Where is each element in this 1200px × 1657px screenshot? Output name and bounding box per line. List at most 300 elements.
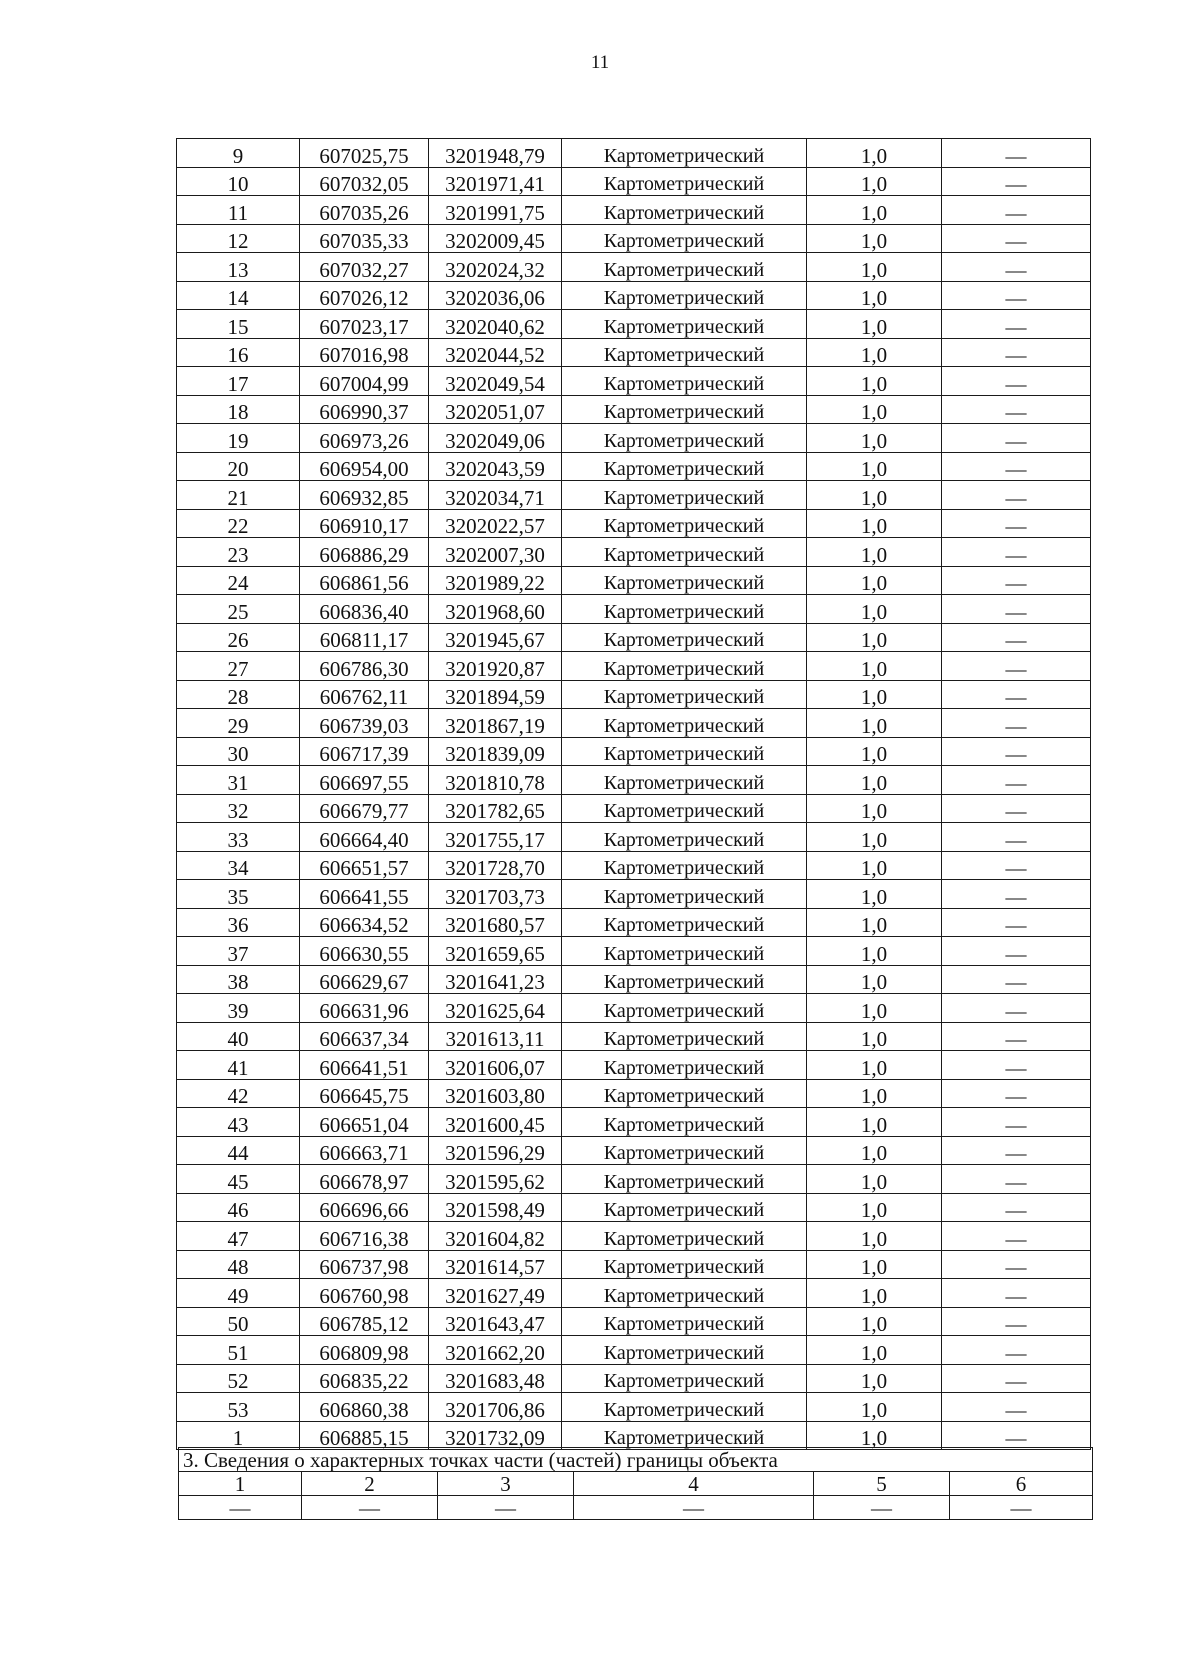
description-cell: — <box>942 766 1091 795</box>
y-coordinate-cell: 3201755,17 <box>429 823 562 852</box>
point-number-cell: 25 <box>177 595 300 624</box>
section3-empty-row <box>179 1496 1093 1520</box>
y-coordinate-cell: 3201991,75 <box>429 196 562 225</box>
accuracy-cell: 1,0 <box>807 595 942 624</box>
method-cell: Картометрический <box>562 680 807 709</box>
y-coordinate-cell: 3201920,87 <box>429 652 562 681</box>
table-row <box>177 1279 1091 1308</box>
point-number-cell: 19 <box>177 424 300 453</box>
x-coordinate-cell: 606637,34 <box>300 1022 429 1051</box>
x-coordinate-cell: 606696,66 <box>300 1193 429 1222</box>
table-row <box>177 880 1091 909</box>
description-cell: — <box>942 1250 1091 1279</box>
accuracy-cell: 1,0 <box>807 652 942 681</box>
accuracy-cell: 1,0 <box>807 224 942 253</box>
x-coordinate-cell: 607035,26 <box>300 196 429 225</box>
y-coordinate-cell: 3201728,70 <box>429 851 562 880</box>
x-coordinate-cell: 606651,57 <box>300 851 429 880</box>
accuracy-cell: 1,0 <box>807 196 942 225</box>
y-coordinate-cell: 3201595,62 <box>429 1165 562 1194</box>
description-cell: — <box>942 965 1091 994</box>
table-row <box>177 1222 1091 1251</box>
accuracy-cell: 1,0 <box>807 794 942 823</box>
x-coordinate-cell: 607026,12 <box>300 281 429 310</box>
method-cell: Картометрический <box>562 1421 807 1450</box>
table-row <box>177 794 1091 823</box>
method-cell: Картометрический <box>562 538 807 567</box>
table-row <box>177 1079 1091 1108</box>
description-cell: — <box>942 253 1091 282</box>
description-cell: — <box>942 880 1091 909</box>
table-row <box>177 1336 1091 1365</box>
point-number-cell: 42 <box>177 1079 300 1108</box>
table-row <box>177 1364 1091 1393</box>
y-coordinate-cell: 3201596,29 <box>429 1136 562 1165</box>
empty-cell: — <box>302 1496 438 1520</box>
x-coordinate-cell: 606697,55 <box>300 766 429 795</box>
method-cell: Картометрический <box>562 452 807 481</box>
method-cell: Картометрический <box>562 652 807 681</box>
method-cell: Картометрический <box>562 994 807 1023</box>
point-number-cell: 12 <box>177 224 300 253</box>
y-coordinate-cell: 3202044,52 <box>429 338 562 367</box>
table-row <box>177 823 1091 852</box>
point-number-cell: 49 <box>177 1279 300 1308</box>
accuracy-cell: 1,0 <box>807 1279 942 1308</box>
method-cell: Картометрический <box>562 1193 807 1222</box>
description-cell: — <box>942 310 1091 339</box>
description-cell: — <box>942 1279 1091 1308</box>
column-number-cell: 5 <box>814 1472 950 1496</box>
empty-cell: — <box>179 1496 302 1520</box>
y-coordinate-cell: 3201989,22 <box>429 566 562 595</box>
description-cell: — <box>942 424 1091 453</box>
method-cell: Картометрический <box>562 709 807 738</box>
point-number-cell: 40 <box>177 1022 300 1051</box>
point-number-cell: 53 <box>177 1393 300 1422</box>
empty-cell: — <box>814 1496 950 1520</box>
empty-cell: — <box>950 1496 1093 1520</box>
accuracy-cell: 1,0 <box>807 538 942 567</box>
x-coordinate-cell: 606885,15 <box>300 1421 429 1450</box>
method-cell: Картометрический <box>562 367 807 396</box>
table-row <box>177 1136 1091 1165</box>
method-cell: Картометрический <box>562 965 807 994</box>
method-cell: Картометрический <box>562 623 807 652</box>
description-cell: — <box>942 851 1091 880</box>
point-number-cell: 15 <box>177 310 300 339</box>
description-cell: — <box>942 167 1091 196</box>
method-cell: Картометрический <box>562 1022 807 1051</box>
description-cell: — <box>942 1393 1091 1422</box>
x-coordinate-cell: 606990,37 <box>300 395 429 424</box>
point-number-cell: 41 <box>177 1051 300 1080</box>
table-row <box>177 196 1091 225</box>
section3-title-row <box>179 1448 1093 1472</box>
y-coordinate-cell: 3201598,49 <box>429 1193 562 1222</box>
accuracy-cell: 1,0 <box>807 823 942 852</box>
point-number-cell: 39 <box>177 994 300 1023</box>
description-cell: — <box>942 224 1091 253</box>
point-number-cell: 46 <box>177 1193 300 1222</box>
table-row <box>177 1393 1091 1422</box>
point-number-cell: 29 <box>177 709 300 738</box>
accuracy-cell: 1,0 <box>807 937 942 966</box>
table-row <box>177 994 1091 1023</box>
x-coordinate-cell: 606737,98 <box>300 1250 429 1279</box>
column-number-cell: 4 <box>574 1472 814 1496</box>
column-number-cell: 3 <box>438 1472 574 1496</box>
description-cell: — <box>942 281 1091 310</box>
x-coordinate-cell: 606762,11 <box>300 680 429 709</box>
method-cell: Картометрический <box>562 224 807 253</box>
point-number-cell: 34 <box>177 851 300 880</box>
x-coordinate-cell: 606809,98 <box>300 1336 429 1365</box>
accuracy-cell: 1,0 <box>807 737 942 766</box>
column-number-cell: 2 <box>302 1472 438 1496</box>
table-row <box>177 281 1091 310</box>
accuracy-cell: 1,0 <box>807 680 942 709</box>
point-number-cell: 31 <box>177 766 300 795</box>
method-cell: Картометрический <box>562 880 807 909</box>
y-coordinate-cell: 3202040,62 <box>429 310 562 339</box>
y-coordinate-cell: 3201971,41 <box>429 167 562 196</box>
section3-table <box>178 1447 1093 1520</box>
y-coordinate-cell: 3201948,79 <box>429 139 562 168</box>
method-cell: Картометрический <box>562 1250 807 1279</box>
y-coordinate-cell: 3202034,71 <box>429 481 562 510</box>
description-cell: — <box>942 908 1091 937</box>
method-cell: Картометрический <box>562 395 807 424</box>
y-coordinate-cell: 3202022,57 <box>429 509 562 538</box>
accuracy-cell: 1,0 <box>807 253 942 282</box>
description-cell: — <box>942 452 1091 481</box>
x-coordinate-cell: 606641,51 <box>300 1051 429 1080</box>
method-cell: Картометрический <box>562 1051 807 1080</box>
description-cell: — <box>942 709 1091 738</box>
x-coordinate-cell: 606785,12 <box>300 1307 429 1336</box>
y-coordinate-cell: 3201604,82 <box>429 1222 562 1251</box>
description-cell: — <box>942 794 1091 823</box>
table-row <box>177 167 1091 196</box>
x-coordinate-cell: 607032,05 <box>300 167 429 196</box>
accuracy-cell: 1,0 <box>807 994 942 1023</box>
accuracy-cell: 1,0 <box>807 880 942 909</box>
table-row <box>177 937 1091 966</box>
x-coordinate-cell: 606679,77 <box>300 794 429 823</box>
table-row <box>177 737 1091 766</box>
method-cell: Картометрический <box>562 937 807 966</box>
x-coordinate-cell: 606678,97 <box>300 1165 429 1194</box>
y-coordinate-cell: 3201782,65 <box>429 794 562 823</box>
x-coordinate-cell: 606631,96 <box>300 994 429 1023</box>
point-number-cell: 51 <box>177 1336 300 1365</box>
method-cell: Картометрический <box>562 310 807 339</box>
y-coordinate-cell: 3201643,47 <box>429 1307 562 1336</box>
y-coordinate-cell: 3201625,64 <box>429 994 562 1023</box>
method-cell: Картометрический <box>562 1336 807 1365</box>
x-coordinate-cell: 606645,75 <box>300 1079 429 1108</box>
table-row <box>177 709 1091 738</box>
table-row <box>177 424 1091 453</box>
y-coordinate-cell: 3201945,67 <box>429 623 562 652</box>
table-row <box>177 395 1091 424</box>
x-coordinate-cell: 606835,22 <box>300 1364 429 1393</box>
method-cell: Картометрический <box>562 167 807 196</box>
method-cell: Картометрический <box>562 851 807 880</box>
accuracy-cell: 1,0 <box>807 1193 942 1222</box>
description-cell: — <box>942 538 1091 567</box>
point-number-cell: 36 <box>177 908 300 937</box>
point-number-cell: 18 <box>177 395 300 424</box>
table-row <box>177 623 1091 652</box>
point-number-cell: 11 <box>177 196 300 225</box>
y-coordinate-cell: 3202036,06 <box>429 281 562 310</box>
x-coordinate-cell: 606932,85 <box>300 481 429 510</box>
x-coordinate-cell: 606739,03 <box>300 709 429 738</box>
accuracy-cell: 1,0 <box>807 908 942 937</box>
accuracy-cell: 1,0 <box>807 766 942 795</box>
method-cell: Картометрический <box>562 253 807 282</box>
x-coordinate-cell: 606641,55 <box>300 880 429 909</box>
accuracy-cell: 1,0 <box>807 1336 942 1365</box>
description-cell: — <box>942 509 1091 538</box>
accuracy-cell: 1,0 <box>807 1222 942 1251</box>
method-cell: Картометрический <box>562 823 807 852</box>
point-number-cell: 27 <box>177 652 300 681</box>
method-cell: Картометрический <box>562 1136 807 1165</box>
x-coordinate-cell: 606861,56 <box>300 566 429 595</box>
point-number-cell: 17 <box>177 367 300 396</box>
column-number-cell: 6 <box>950 1472 1093 1496</box>
y-coordinate-cell: 3202043,59 <box>429 452 562 481</box>
accuracy-cell: 1,0 <box>807 1250 942 1279</box>
y-coordinate-cell: 3201603,80 <box>429 1079 562 1108</box>
x-coordinate-cell: 607004,99 <box>300 367 429 396</box>
description-cell: — <box>942 1193 1091 1222</box>
table-row <box>177 139 1091 168</box>
accuracy-cell: 1,0 <box>807 395 942 424</box>
y-coordinate-cell: 3201641,23 <box>429 965 562 994</box>
point-number-cell: 30 <box>177 737 300 766</box>
y-coordinate-cell: 3201662,20 <box>429 1336 562 1365</box>
point-number-cell: 24 <box>177 566 300 595</box>
method-cell: Картометрический <box>562 509 807 538</box>
y-coordinate-cell: 3201680,57 <box>429 908 562 937</box>
x-coordinate-cell: 607032,27 <box>300 253 429 282</box>
x-coordinate-cell: 606651,04 <box>300 1108 429 1137</box>
x-coordinate-cell: 606811,17 <box>300 623 429 652</box>
y-coordinate-cell: 3201867,19 <box>429 709 562 738</box>
accuracy-cell: 1,0 <box>807 1136 942 1165</box>
description-cell: — <box>942 196 1091 225</box>
point-number-cell: 52 <box>177 1364 300 1393</box>
description-cell: — <box>942 1165 1091 1194</box>
section3-title: 3. Сведения о характерных точках части (частей) границы объекта <box>179 1448 1093 1472</box>
description-cell: — <box>942 823 1091 852</box>
method-cell: Картометрический <box>562 794 807 823</box>
method-cell: Картометрический <box>562 766 807 795</box>
table-row <box>177 595 1091 624</box>
accuracy-cell: 1,0 <box>807 851 942 880</box>
point-number-cell: 47 <box>177 1222 300 1251</box>
method-cell: Картометрический <box>562 139 807 168</box>
x-coordinate-cell: 606973,26 <box>300 424 429 453</box>
y-coordinate-cell: 3201703,73 <box>429 880 562 909</box>
y-coordinate-cell: 3201627,49 <box>429 1279 562 1308</box>
y-coordinate-cell: 3201732,09 <box>429 1421 562 1450</box>
point-number-cell: 35 <box>177 880 300 909</box>
accuracy-cell: 1,0 <box>807 338 942 367</box>
accuracy-cell: 1,0 <box>807 310 942 339</box>
point-number-cell: 10 <box>177 167 300 196</box>
table-row <box>177 908 1091 937</box>
table-row <box>177 481 1091 510</box>
point-number-cell: 1 <box>177 1421 300 1450</box>
table-row <box>177 851 1091 880</box>
table-row <box>177 1250 1091 1279</box>
table-row <box>177 338 1091 367</box>
description-cell: — <box>942 139 1091 168</box>
accuracy-cell: 1,0 <box>807 1421 942 1450</box>
point-number-cell: 28 <box>177 680 300 709</box>
description-cell: — <box>942 338 1091 367</box>
accuracy-cell: 1,0 <box>807 1307 942 1336</box>
method-cell: Картометрический <box>562 1222 807 1251</box>
table-row <box>177 452 1091 481</box>
x-coordinate-cell: 606760,98 <box>300 1279 429 1308</box>
x-coordinate-cell: 606786,30 <box>300 652 429 681</box>
description-cell: — <box>942 937 1091 966</box>
table-row <box>177 509 1091 538</box>
method-cell: Картометрический <box>562 1279 807 1308</box>
description-cell: — <box>942 623 1091 652</box>
point-number-cell: 13 <box>177 253 300 282</box>
accuracy-cell: 1,0 <box>807 1393 942 1422</box>
method-cell: Картометрический <box>562 1307 807 1336</box>
accuracy-cell: 1,0 <box>807 1079 942 1108</box>
x-coordinate-cell: 606717,39 <box>300 737 429 766</box>
x-coordinate-cell: 606629,67 <box>300 965 429 994</box>
description-cell: — <box>942 1307 1091 1336</box>
method-cell: Картометрический <box>562 1393 807 1422</box>
y-coordinate-cell: 3201839,09 <box>429 737 562 766</box>
table-row <box>177 566 1091 595</box>
method-cell: Картометрический <box>562 424 807 453</box>
table-row <box>177 1165 1091 1194</box>
accuracy-cell: 1,0 <box>807 1165 942 1194</box>
y-coordinate-cell: 3201600,45 <box>429 1108 562 1137</box>
empty-cell: — <box>438 1496 574 1520</box>
point-number-cell: 48 <box>177 1250 300 1279</box>
y-coordinate-cell: 3202007,30 <box>429 538 562 567</box>
table-row <box>177 1022 1091 1051</box>
table-row <box>177 1307 1091 1336</box>
y-coordinate-cell: 3202024,32 <box>429 253 562 282</box>
x-coordinate-cell: 606634,52 <box>300 908 429 937</box>
method-cell: Картометрический <box>562 1079 807 1108</box>
description-cell: — <box>942 1022 1091 1051</box>
x-coordinate-cell: 606860,38 <box>300 1393 429 1422</box>
accuracy-cell: 1,0 <box>807 167 942 196</box>
method-cell: Картометрический <box>562 566 807 595</box>
x-coordinate-cell: 606836,40 <box>300 595 429 624</box>
point-number-cell: 16 <box>177 338 300 367</box>
description-cell: — <box>942 595 1091 624</box>
description-cell: — <box>942 1222 1091 1251</box>
accuracy-cell: 1,0 <box>807 452 942 481</box>
point-number-cell: 38 <box>177 965 300 994</box>
x-coordinate-cell: 606716,38 <box>300 1222 429 1251</box>
description-cell: — <box>942 1108 1091 1137</box>
point-number-cell: 21 <box>177 481 300 510</box>
accuracy-cell: 1,0 <box>807 965 942 994</box>
accuracy-cell: 1,0 <box>807 139 942 168</box>
method-cell: Картометрический <box>562 595 807 624</box>
y-coordinate-cell: 3201613,11 <box>429 1022 562 1051</box>
accuracy-cell: 1,0 <box>807 281 942 310</box>
y-coordinate-cell: 3201683,48 <box>429 1364 562 1393</box>
method-cell: Картометрический <box>562 196 807 225</box>
method-cell: Картометрический <box>562 1364 807 1393</box>
x-coordinate-cell: 606954,00 <box>300 452 429 481</box>
point-number-cell: 37 <box>177 937 300 966</box>
x-coordinate-cell: 607016,98 <box>300 338 429 367</box>
accuracy-cell: 1,0 <box>807 1022 942 1051</box>
empty-cell: — <box>574 1496 814 1520</box>
point-number-cell: 43 <box>177 1108 300 1137</box>
x-coordinate-cell: 607025,75 <box>300 139 429 168</box>
y-coordinate-cell: 3201894,59 <box>429 680 562 709</box>
description-cell: — <box>942 1051 1091 1080</box>
accuracy-cell: 1,0 <box>807 1108 942 1137</box>
table-row <box>177 253 1091 282</box>
y-coordinate-cell: 3202009,45 <box>429 224 562 253</box>
method-cell: Картометрический <box>562 737 807 766</box>
description-cell: — <box>942 481 1091 510</box>
point-number-cell: 26 <box>177 623 300 652</box>
method-cell: Картометрический <box>562 281 807 310</box>
table-row <box>177 1108 1091 1137</box>
boundary-points-table <box>176 138 1091 1450</box>
y-coordinate-cell: 3201659,65 <box>429 937 562 966</box>
table-row <box>177 965 1091 994</box>
point-number-cell: 44 <box>177 1136 300 1165</box>
method-cell: Картометрический <box>562 481 807 510</box>
accuracy-cell: 1,0 <box>807 424 942 453</box>
point-number-cell: 50 <box>177 1307 300 1336</box>
table-row <box>177 766 1091 795</box>
description-cell: — <box>942 566 1091 595</box>
description-cell: — <box>942 1079 1091 1108</box>
method-cell: Картометрический <box>562 1108 807 1137</box>
table-row <box>177 1193 1091 1222</box>
table-row <box>177 652 1091 681</box>
x-coordinate-cell: 607023,17 <box>300 310 429 339</box>
point-number-cell: 32 <box>177 794 300 823</box>
description-cell: — <box>942 737 1091 766</box>
x-coordinate-cell: 607035,33 <box>300 224 429 253</box>
table-row <box>177 367 1091 396</box>
description-cell: — <box>942 395 1091 424</box>
point-number-cell: 9 <box>177 139 300 168</box>
point-number-cell: 33 <box>177 823 300 852</box>
description-cell: — <box>942 1421 1091 1450</box>
method-cell: Картометрический <box>562 908 807 937</box>
accuracy-cell: 1,0 <box>807 1051 942 1080</box>
description-cell: — <box>942 652 1091 681</box>
point-number-cell: 22 <box>177 509 300 538</box>
